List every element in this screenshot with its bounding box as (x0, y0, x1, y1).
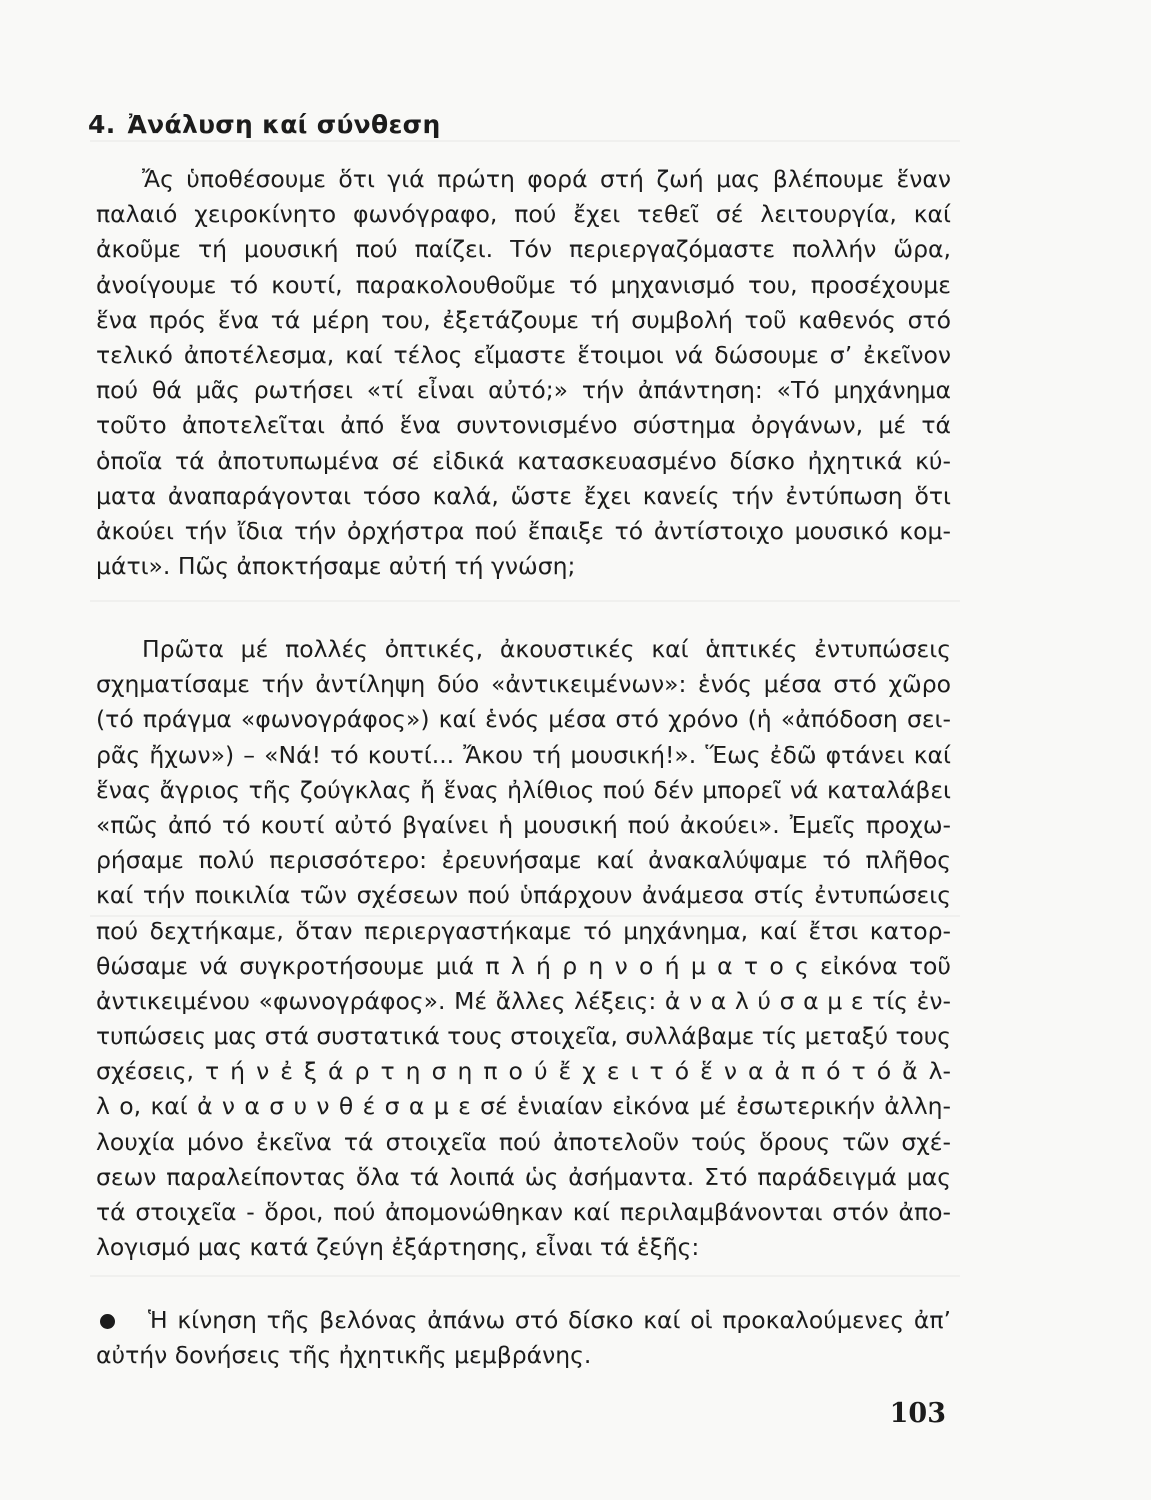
text-line: ρήσαμε πολύ περισσότερο: ἐρευνήσαμε καί ἀνακαλύψαμε τό πλῆθος (96, 846, 951, 875)
paragraph-2 (96, 632, 951, 1265)
text-line: ματα ἀναπαράγονται τόσο καλά, ὥστε ἔχει κανείς τήν ἐντύπωση ὅτι (96, 481, 951, 510)
text-line: τυπώσεις μας στά συστατικά τους στοιχεῖα, συλλάβαμε τίς μεταξύ τους (96, 1022, 951, 1051)
text-line: μάτι». Πῶς ἀποκτήσαμε αὐτή τή γνώση; (96, 552, 576, 581)
section-title: Ἀνάλυση καί σύνθεση (127, 110, 441, 139)
text-line: ἀντικειμένου «φωνογράφος». Μέ ἄλλες λέξεις: ἀ ν α λ ύ σ α μ ε τίς ἐν- (96, 986, 951, 1015)
text-line: ἕνας ἄγριος τῆς ζούγκλας ἤ ἕνας ἠλίθιος πού δέν μπορεῖ νά καταλάβει (96, 775, 951, 804)
text-line: τοῦτο ἀποτελεῖται ἀπό ἕνα συντονισμένο σύστημα ὀργάνων, μέ τά (96, 411, 951, 440)
page-number: 103 (889, 1398, 946, 1429)
text-line: σχηματίσαμε τήν ἀντίληψη δύο «ἀντικειμένων»: ἑνός μέσα στό χῶρο (96, 670, 951, 699)
text-line: «πῶς ἀπό τό κουτί αὐτό βγαίνει ἡ μουσική πού ἀκούει». Ἐμεῖς προχω- (96, 810, 951, 839)
text-line: παλαιό χειροκίνητο φωνόγραφο, πού ἔχει τεθεῖ σέ λειτουργία, καί (96, 200, 951, 229)
text-line: σχέσεις, τ ή ν ἐ ξ ά ρ τ η σ η π ο ύ ἔ χ ε ι τ ό ἕ ν α ἀ π ό τ ό ἄ λ- (96, 1057, 951, 1086)
text-line: ἕνα πρός ἕνα τά μέρη του, ἐξετάζουμε τή συμβολή τοῦ καθενός στό (96, 305, 951, 334)
text-line: τελικό ἀποτέλεσμα, καί τέλος εἴμαστε ἕτοιμοι νά δώσουμε σ’ ἐκεῖνον (96, 340, 951, 369)
text-line: θώσαμε νά συγκροτήσουμε μιά π λ ή ρ η ν ο ή μ α τ ο ς εἰκόνα τοῦ (96, 951, 951, 980)
text-line: αὐτήν δονήσεις τῆς ἠχητικῆς μεμβράνης. (96, 1341, 592, 1370)
text-line: λουχία μόνο ἐκεῖνα τά στοιχεῖα πού ἀποτελοῦν τούς ὅρους τῶν σχέ- (96, 1127, 951, 1156)
text-line: ἀκοῦμε τή μουσική πού παίζει. Τόν περιεργαζόμαστε πολλήν ὥρα, (96, 235, 951, 264)
text-line: ἀνοίγουμε τό κουτί, παρακολουθοῦμε τό μηχανισμό του, προσέχουμε (96, 270, 951, 299)
bullet-dot-icon (100, 1314, 115, 1329)
text-line: Ἡ κίνηση τῆς βελόνας ἀπάνω στό δίσκο καί οἱ προκαλούμενες ἀπ’ (148, 1306, 951, 1334)
text-line: Ἄς ὑποθέσουμε ὅτι γιά πρώτη φορά στή ζωή μας βλέπουμε ἕναν (142, 165, 951, 193)
text-line: πού θά μᾶς ρωτήσει «τί εἶναι αὐτό;» τήν ἀπάντηση: «Τό μηχάνημα (96, 376, 951, 405)
text-line: λ ο, καί ἀ ν α σ υ ν θ έ σ α μ ε σέ ἑνιαίαν εἰκόνα μέ ἐσωτερικήν ἀλλη- (96, 1092, 951, 1121)
text-line: λογισμό μας κατά ζεύγη ἐξάρτησης, εἶναι τά ἑξῆς: (96, 1233, 700, 1262)
text-line: ὁποῖα τά ἀποτυπωμένα σέ εἰδικά κατασκευασμένο δίσκο ἠχητικά κύ- (96, 446, 951, 475)
text-line: πού δεχτήκαμε, ὅταν περιεργαστήκαμε τό μηχάνημα, καί ἔτσι κατορ- (96, 916, 951, 945)
text-line: σεων παραλείποντας ὅλα τά λοιπά ὡς ἀσήμαντα. Στό παράδειγμά μας (96, 1162, 951, 1191)
text-line: ρᾶς ἤχων») – «Νά! τό κουτί... Ἄκου τή μουσική!». Ἕως ἐδῶ φτάνει καί (96, 740, 951, 769)
text-line: (τό πράγμα «φωνογράφος») καί ἑνός μέσα στό χρόνο (ἡ «ἀπόδοση σει- (96, 705, 951, 734)
text-line: καί τήν ποικιλία τῶν σχέσεων πού ὑπάρχουν ἀνάμεσα στίς ἐντυπώσεις (96, 881, 951, 910)
paragraph-1 (96, 162, 951, 584)
section-heading (88, 110, 441, 139)
section-number: 4. (88, 110, 116, 139)
bullet-item (96, 1303, 951, 1373)
text-line: Πρῶτα μέ πολλές ὀπτικές, ἀκουστικές καί ἁπτικές ἐντυπώσεις (142, 635, 951, 663)
text-line: τά στοιχεῖα - ὅροι, πού ἀπομονώθηκαν καί περιλαμβάνονται στόν ἀπο- (96, 1198, 951, 1226)
text-line: ἀκούει τήν ἴδια τήν ὀρχήστρα πού ἔπαιξε τό ἀντίστοιχο μουσικό κομ- (96, 516, 951, 545)
bullet-text (96, 1303, 951, 1373)
